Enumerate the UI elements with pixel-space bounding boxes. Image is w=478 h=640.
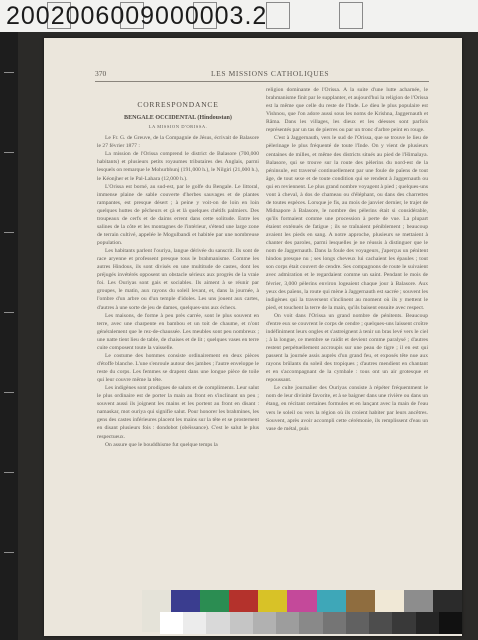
- paragraph: L'Orissa est borné, au sud-est, par le golfe du Bengale. Le littoral, immense plaine de sable couverte d'herbes sauvages et de plantes rampantes, est presque désert ; à peine y voit-on de loin en loin quelques huttes de pêcheurs et çà et là quelques chétifs palmiers. Des troupeaux de cerfs et de daims errent dans cette solitude. Entre les salines de la côte et les montagnes de l'intérieur, s'étend une large zone de terrain cultivé, appelée le Mogulbandi et habitée par une nombreuse population.: [97, 183, 259, 246]
- gray-swatch: [299, 612, 322, 634]
- paragraph: Les habitants parlent l'ouriya, langue dérivée du sanscrit. Ils sont de race aryenne et professent presque tous le brahmanisme. Comme les autres Hindous, ils sont divisés en une multitude de castes, dont les préjugés invétérés opposent un obstacle sérieux aux progrès de la vraie foi. Les Ouriyas sont gais et sociables. Ils aiment à se réunir par groupes, le matin, aux rayons du soleil levant, et, dans la journée, à l'ombre d'un arbre ou d'un temple d'idoles. Les uns jouent aux cartes, d'autres à une sorte de jeu de dames, quelques-uns aux échecs.: [97, 248, 259, 311]
- id-digit-box: [339, 2, 363, 29]
- paragraph: Le culte journalier des Ouriyas consiste à répéter fréquemment le nom de leur divinité favorite, et à se baigner dans une rivière ou dans un étang, en récitant certaines formules et en lançant avec la main de l'eau vers le soleil ou vers la région où ils croient habiter par leurs ancêtres. Souvent, après avoir accompli cette cérémonie, ils remplissent d'eau un vase de métal, puis: [266, 385, 428, 432]
- gray-swatch: [206, 612, 229, 634]
- header-rule: [95, 81, 429, 82]
- journal-title: LES MISSIONS CATHOLIQUES: [211, 69, 330, 78]
- left-column: [97, 88, 259, 588]
- region-heading: BENGALE OCCIDENTAL (Hindoustan): [124, 115, 232, 122]
- section-title: CORRESPONDANCE: [137, 100, 219, 109]
- paragraph: On assure que le bouddhisme fut quelque temps la: [105, 441, 218, 448]
- paragraph: religion dominante de l'Orissa. A la suite d'une lutte acharnée, le brahmanisme finit par le supplanter, et aujourd'hui la religion de l'Orissa est la même que celle du reste de l'Inde. Le dieu le plus populaire est Vishnou, que l'on adore aussi sous les noms de Krishna, Jaggernauth et Râma. Dans les villages, les dieux et les déesses sont parfois représentés par un tas de pierres ou par un tronc d'arbre peint en rouge.: [266, 87, 428, 134]
- id-digit-box: [266, 2, 290, 29]
- gray-swatch: [183, 612, 206, 634]
- paragraph: Le costume des hommes consiste ordinairement en deux pièces d'étoffe blanche. L'une s'enroule autour des jambes ; l'autre enveloppe le reste du corps. Les femmes se drapent dans une longue pièce de toile qui leur couvre même la tête.: [97, 352, 259, 384]
- paragraph: On voit dans l'Orissa un grand nombre de pénitents. Beaucoup d'entre eux se couvrent le corps de cendre ; quelques-uns laissent croître indéfiniment leurs ongles et s'astreignent à tenir un bras levé vers le ciel ; à la longue, ce membre se raidit et devient comme paralysé ; d'autres restent perpétuellement accroupis sur une peau de tigre ; il en est qui passent la journée assis auprès d'un grand feu, et exposés tête nue aux rayons brûlants du soleil des tropiques ; d'autres mendient en chantant et en s'accompagnant de la cymbale : tous ont un air grotesque et repoussant.: [266, 312, 428, 384]
- scan-id: 2002006009000003.2: [6, 2, 268, 30]
- gray-swatch: [439, 612, 462, 634]
- mission-subheading: LA MISSION D'ORISSA.: [148, 124, 208, 130]
- scan-ruler: [0, 32, 18, 640]
- document-page: [44, 38, 462, 636]
- gray-swatch: [160, 612, 183, 634]
- gray-swatch: [392, 612, 415, 634]
- paragraph: C'est à Jaggernauth, vers le sud de l'Orissa, que se trouve le lieu de pèlerinage le plus fréquenté de toute l'Inde. On y vient de plusieurs centaines de milles, et même des districts situés au pied de l'Himalaya. Balasore, qui se trouve sur la route des pèlerins du nord-est de la péninsule, est traversé continuellement par une foule de païens de tout âge, de tout sexe et de toute condition qui se rendent à Jaggernauth ou qui en reviennent. Le plus grand nombre voyagent à pied ; quelques-uns vont à cheval, à dos de chameau ou d'éléphant, ou dans des charrettes de toutes espèces. Lorsque je fis, au mois de janvier dernier, le trajet de Midnapore à Balasore, le nombre des pèlerins était si considérable, qu'ils formaient comme une procession à perte de vue. La plupart étaient exténués de fatigue ; ils se traînaient péniblement ; beaucoup avaient les pieds en sang. A notre approche, plusieurs se mettaient à chanter des paroles, parmi lesquelles je ne réussis à distinguer que le nom de Jaggernauth. Dans la foule des voyageurs, j'aperçus un pénitent hindou presque nu ; ses longs cheveux lui cachaient les épaules ; tout son corps était couvert de cendre. Ses compagnons de route le suivaient avec admiration et le regardaient comme un saint. Pendant le mois de février, 3,000 pèlerins environ logeaient chaque jour à Balasore. Aux yeux des païens, la route qui mène à Jaggernauth est sacrée ; souvent les indigènes qui la traversent s'inclinent au moment où ils y mettent le pied, et touchent la terre de la main, qu'ils baisent ensuite avec respect.: [266, 135, 428, 311]
- gray-swatch: [276, 612, 299, 634]
- paragraph: Le Fr. G. de Greuve, de la Compagnie de Jésus, écrivait de Balasore le 27 février 1877 :: [97, 135, 259, 150]
- paragraph: Les maisons, de forme à peu près carrée, sont le plus souvent en terre, avec une charpente en bambou et un toit de chaume, et n'ont généralement que le rez-de-chaussée. Les meubles sont peu nombreux ; une natte tient lieu de table, de chaises et de lit ; quelques vases en terre cuite composent toute la vaisselle.: [97, 312, 259, 351]
- gray-swatch: [253, 612, 276, 634]
- gray-calibration-bar: [160, 612, 462, 634]
- gray-swatch: [416, 612, 439, 634]
- page-header: [95, 69, 429, 81]
- gray-swatch: [323, 612, 346, 634]
- page-number: 370: [95, 69, 107, 78]
- gray-swatch: [346, 612, 369, 634]
- gray-swatch: [230, 612, 253, 634]
- paragraph: La mission de l'Orissa comprend le district de Balasore (700,000 habitants) et plusieurs petits royaumes tributaires des Anglais, parmi lesquels on remarque le Mohurbhunj (191,000 h.), le Nilgiri (21,000 h.), le Kéonjher et le Pal-Lahara (12,000 h.).: [97, 151, 259, 182]
- gray-swatch: [369, 612, 392, 634]
- paragraph: Les indigènes sont prodigues de saluts et de compliments. Leur salut le plus ordinaire est de porter la main au front en s'inclinant un peu ; souvent aussi ils joignent les mains et les portent au front en disant : namaskar, mot ouriya qui signifie salut. Pour honorer les brahmines, les gens des castes inférieures placent les mains sur la tête et se prosternent en disant plusieurs fois : dondobot (obéissance). C'est le salut le plus respectueux.: [97, 385, 259, 440]
- right-column: [266, 86, 428, 586]
- scan-id-strip: [0, 0, 478, 32]
